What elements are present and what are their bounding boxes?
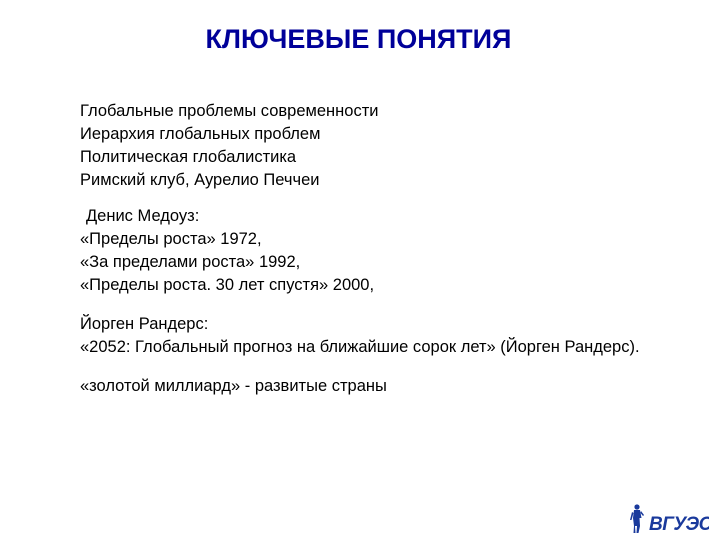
slide-body [80, 100, 710, 398]
randers-work: «2052: Глобальный прогноз на ближайшие сорок лет» (Йорген Рандерс). [80, 338, 640, 356]
slide-title [0, 24, 720, 55]
meadows-author: Денис Медоуз: [86, 207, 200, 225]
meadows-work: «За пределами роста» 1992, [80, 253, 301, 271]
randers-author: Йорген Рандерс: [80, 315, 209, 333]
spacer [80, 359, 710, 375]
spacer [80, 297, 710, 313]
university-logo [629, 500, 709, 536]
meadows-work: «Пределы роста. 30 лет спустя» 2000, [80, 276, 375, 294]
logo-text: ВГУЭС [649, 514, 709, 535]
logo-icon [629, 500, 709, 536]
concept-item: Римский клуб, Аурелио Печчеи [80, 171, 320, 189]
golden-billion: «золотой миллиард» - развитые страны [80, 377, 387, 395]
concept-item: Политическая глобалистика [80, 148, 297, 166]
meadows-work: «Пределы роста» 1972, [80, 230, 262, 248]
spacer [80, 192, 710, 205]
concept-item: Иерархия глобальных проблем [80, 125, 321, 143]
concept-item: Глобальные проблемы современности [80, 102, 379, 120]
slide-title-text: КЛЮЧЕВЫЕ ПОНЯТИЯ [205, 24, 512, 54]
